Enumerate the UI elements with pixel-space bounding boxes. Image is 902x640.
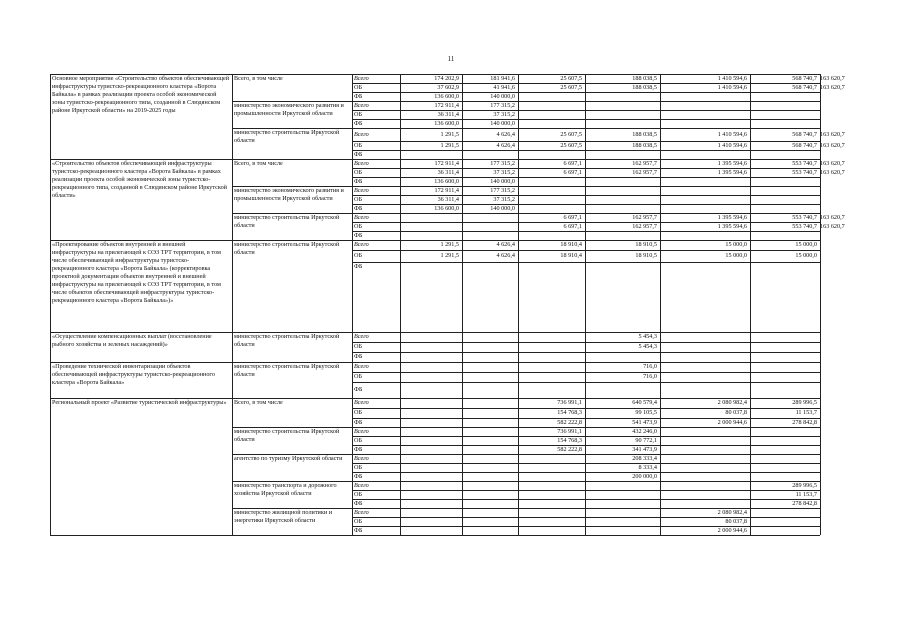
funding-value: 140 000,0: [490, 119, 515, 127]
executor-name: министерство экономического развития и промышленности Иркутской области: [234, 102, 344, 117]
funding-value: 18 910,5: [635, 252, 657, 259]
funding-value: 1 395 594,6: [717, 159, 747, 167]
funding-source-label: ОБ: [354, 490, 363, 498]
funding-value: 25 607,5: [560, 130, 582, 138]
funding-source-label: ФБ: [354, 499, 363, 507]
funding-source-label: ФБ: [354, 231, 363, 239]
executor-name: Всего, в том числе: [234, 160, 283, 167]
funding-value: 154 768,3: [557, 436, 582, 444]
funding-value: 80 037,8: [725, 409, 747, 416]
funding-value: 37 315,2: [493, 110, 515, 118]
funding-value: 200 000,0: [632, 472, 657, 480]
funding-value: 18 910,5: [635, 241, 657, 248]
funding-source-label: ФБ: [354, 204, 363, 212]
row-divider: [352, 150, 820, 151]
funding-source-label: ФБ: [354, 526, 363, 534]
funding-source-label: Всего: [354, 241, 369, 248]
funding-value: 140 000,0: [490, 177, 515, 185]
funding-value: 4 626,4: [496, 130, 515, 138]
funding-source-label: Всего: [354, 101, 369, 109]
funding-value: 136 600,0: [434, 119, 459, 127]
funding-value: 140 000,0: [490, 204, 515, 212]
funding-value: 18 910,4: [560, 252, 582, 259]
executor-name: министерство экономического развития и промышленности Иркутской области: [234, 187, 344, 202]
funding-value: 163 620,7: [820, 159, 845, 167]
funding-value: 568 740,7: [792, 130, 817, 138]
funding-value: 177 315,2: [490, 186, 515, 194]
funding-value: 6 697,1: [563, 159, 582, 167]
row-divider: [352, 382, 820, 383]
funding-value: 15 000,0: [795, 252, 817, 259]
funding-value: 568 740,7: [792, 83, 817, 91]
funding-value: 25 607,5: [560, 141, 582, 149]
funding-value: 163 620,7: [820, 222, 845, 230]
funding-source-label: ОБ: [354, 168, 363, 176]
row-divider: [352, 262, 820, 263]
funding-value: 163 620,7: [820, 168, 845, 176]
funding-value: 15 000,0: [725, 241, 747, 248]
funding-value: 163 620,7: [820, 213, 845, 221]
funding-source-label: Всего: [354, 481, 369, 489]
funding-value: 640 579,4: [632, 399, 657, 406]
funding-source-label: ОБ: [354, 463, 363, 471]
executor-name: министерство строительства Иркутской области: [234, 241, 340, 256]
funding-value: 4 626,4: [496, 252, 515, 259]
funding-value: 90 772,1: [635, 436, 657, 444]
row-divider: [352, 517, 820, 518]
funding-source-label: ОБ: [354, 343, 363, 350]
funding-value: 736 991,1: [557, 399, 582, 406]
funding-value: 568 740,7: [792, 141, 817, 149]
funding-value: 582 222,8: [557, 418, 582, 426]
funding-source-label: ФБ: [354, 177, 363, 185]
funding-value: 162 957,7: [632, 222, 657, 230]
funding-value: 36 311,4: [437, 110, 459, 118]
column-divider: [232, 74, 233, 535]
funding-source-label: ФБ: [354, 150, 363, 158]
funding-source-label: Всего: [354, 186, 369, 194]
funding-value: 163 620,7: [820, 83, 845, 91]
funding-value: 716,0: [643, 363, 657, 370]
executor-name: министерство жилищной политики и энергетики Иркутской области: [234, 509, 333, 524]
funding-value: 553 740,7: [792, 159, 817, 167]
funding-value: 99 105,5: [635, 409, 657, 416]
funding-source-label: Всего: [354, 508, 369, 516]
funding-value: 568 740,7: [792, 74, 817, 82]
funding-value: 177 315,2: [490, 101, 515, 109]
funding-value: 188 038,5: [632, 141, 657, 149]
funding-value: 208 333,4: [632, 454, 657, 462]
funding-value: 1 395 594,6: [717, 222, 747, 230]
funding-value: 8 333,4: [638, 463, 657, 471]
funding-value: 162 957,7: [632, 213, 657, 221]
executor-name: Всего, в том числе: [234, 75, 283, 82]
table-border-left: [50, 74, 51, 535]
funding-value: 582 222,8: [557, 445, 582, 453]
funding-value: 136 600,0: [434, 204, 459, 212]
funding-value: 4 626,4: [496, 141, 515, 149]
funding-source-label: ФБ: [354, 418, 363, 426]
funding-value: 41 941,6: [493, 83, 515, 91]
executor-name: министерство строительства Иркутской области: [234, 428, 340, 443]
event-divider: [50, 535, 232, 536]
funding-source-label: ФБ: [354, 263, 363, 270]
funding-value: 1 395 594,6: [717, 168, 747, 176]
funding-value: 188 038,5: [632, 74, 657, 82]
funding-value: 162 957,7: [632, 159, 657, 167]
funding-value: 1 410 594,6: [717, 74, 747, 82]
row-divider: [352, 352, 820, 353]
funding-value: 6 697,1: [563, 222, 582, 230]
funding-value: 1 291,5: [440, 141, 459, 149]
funding-value: 1 395 594,6: [717, 213, 747, 221]
funding-value: 37 315,2: [493, 168, 515, 176]
executor-name: министерство строительства Иркутской области: [234, 129, 340, 144]
row-divider: [352, 535, 820, 536]
funding-value: 163 620,7: [820, 74, 845, 82]
funding-value: 432 246,0: [632, 427, 657, 435]
funding-source-label: ОБ: [354, 373, 363, 380]
funding-value: 553 740,7: [792, 168, 817, 176]
funding-value: 154 768,3: [557, 409, 582, 416]
funding-value: 172 911,4: [434, 186, 459, 194]
funding-source-label: Всего: [354, 399, 369, 406]
row-divider: [352, 250, 820, 251]
executor-name: Всего, в том числе: [234, 399, 283, 406]
funding-value: 172 911,4: [434, 159, 459, 167]
funding-value: 2 080 982,4: [717, 399, 747, 406]
funding-value: 2 080 982,4: [717, 508, 747, 516]
funding-value: 188 038,5: [632, 83, 657, 91]
funding-source-label: ОБ: [354, 252, 363, 259]
funding-value: 289 996,5: [792, 481, 817, 489]
funding-source-label: ОБ: [354, 141, 363, 149]
event-name: «Строительство объектов обеспечивающей инфраструктуры туристско-рекреационного кластера «Ворота Байкала» в рамках реализации проекта особой экономической зоны туристско-рекреационного типа, созданной в Слюдянском районе Иркутской области»: [52, 160, 227, 199]
funding-value: 36 311,4: [437, 168, 459, 176]
funding-value: 188 038,5: [632, 130, 657, 138]
funding-value: 162 957,7: [632, 168, 657, 176]
funding-value: 716,0: [643, 373, 657, 380]
event-name: Основное мероприятие «Строительство объектов обеспечивающей инфраструктуры туристско-рекреационного кластера «Ворота Байкала» в рамках реализации проекта особой экономической зоны туристско-рекреационного типа, созданной в Слюдянском районе Иркутской области» на 2019-2025 годы: [52, 75, 230, 114]
funding-source-label: Всего: [354, 454, 369, 462]
funding-value: 553 740,7: [792, 222, 817, 230]
funding-source-label: ФБ: [354, 445, 363, 453]
funding-source-label: ОБ: [354, 195, 363, 203]
funding-value: 278 842,8: [792, 499, 817, 507]
funding-source-label: ФБ: [354, 472, 363, 480]
funding-value: 1 291,5: [440, 130, 459, 138]
funding-value: 1 291,5: [440, 241, 459, 248]
funding-value: 181 941,6: [490, 74, 515, 82]
funding-source-label: ФБ: [354, 119, 363, 127]
column-divider: [352, 74, 353, 535]
funding-value: 1 410 594,6: [717, 83, 747, 91]
funding-value: 553 740,7: [792, 213, 817, 221]
funding-value: 37 315,2: [493, 195, 515, 203]
funding-value: 341 473,9: [632, 445, 657, 453]
funding-source-label: ОБ: [354, 517, 363, 525]
page-number: 11: [447, 55, 455, 63]
row-divider: [352, 231, 820, 232]
funding-value: 25 607,5: [560, 74, 582, 82]
funding-value: 177 315,2: [490, 159, 515, 167]
row-divider: [352, 128, 820, 129]
event-name: Региональный проект «Развитие туристической инфраструктуры»: [52, 399, 227, 406]
funding-source-label: ОБ: [354, 409, 363, 416]
funding-value: 18 910,4: [560, 241, 582, 248]
row-divider: [352, 526, 820, 527]
funding-source-label: Всего: [354, 213, 369, 221]
funding-value: 163 620,7: [820, 130, 845, 138]
executor-divider: [232, 535, 352, 536]
funding-value: 36 311,4: [437, 195, 459, 203]
funding-value: 1 410 594,6: [717, 141, 747, 149]
funding-value: 15 000,0: [795, 241, 817, 248]
funding-source-label: Всего: [354, 159, 369, 167]
funding-value: 2 000 944,6: [717, 418, 747, 426]
funding-source-label: Всего: [354, 130, 369, 138]
funding-value: 15 000,0: [725, 252, 747, 259]
event-name: «Проектирование объектов внутренней и внешней инфраструктуры на прилегающей к ОЭЗ ТРТ территории, в том числе обеспечивающей инфраструктуры туристско-рекреационного кластера «Ворота Байкала» (корректировка проектной документации объектов внутренней и внешней инфраструктуры на прилегающей к ОЭЗ ТРТ территории, в том числе объектов обеспечивающей инфраструктуры туристско-рекреационного кластера «Ворота Байкала»)»: [52, 241, 221, 304]
executor-name: министерство строительства Иркутской области: [234, 214, 340, 229]
funding-value: 163 620,7: [820, 141, 845, 149]
funding-value: 4 626,4: [496, 241, 515, 248]
funding-source-label: Всего: [354, 427, 369, 435]
executor-name: агентство по туризму Иркутской области: [234, 455, 343, 462]
funding-value: 1 291,5: [440, 252, 459, 259]
funding-source-label: ФБ: [354, 386, 363, 393]
funding-value: 736 991,1: [557, 427, 582, 435]
funding-value: 25 607,5: [560, 83, 582, 91]
funding-source-label: ОБ: [354, 436, 363, 444]
funding-source-label: Всего: [354, 363, 369, 370]
funding-value: 11 153,7: [795, 490, 817, 498]
funding-value: 136 600,0: [434, 92, 459, 100]
funding-source-label: ОБ: [354, 222, 363, 230]
funding-value: 37 602,9: [437, 83, 459, 91]
funding-value: 541 473,9: [632, 418, 657, 426]
funding-value: 5 454,3: [638, 333, 657, 340]
funding-value: 6 697,1: [563, 168, 582, 176]
funding-source-label: Всего: [354, 74, 369, 82]
funding-value: 1 410 594,6: [717, 130, 747, 138]
funding-value: 80 037,8: [725, 517, 747, 525]
funding-value: 278 842,8: [792, 418, 817, 426]
executor-name: министерство строительства Иркутской области: [234, 333, 340, 348]
funding-value: 2 000 944,6: [717, 526, 747, 534]
funding-value: 140 000,0: [490, 92, 515, 100]
funding-value: 6 697,1: [563, 213, 582, 221]
funding-source-label: ОБ: [354, 110, 363, 118]
executor-name: министерство транспорта и дорожного хозяйства Иркутской области: [234, 482, 337, 497]
event-name: «Осуществление компенсационных выплат (восстановление рыбного хозяйства и зеленых насаждений)»: [52, 333, 212, 348]
funding-value: 289 996,5: [792, 399, 817, 406]
funding-source-label: ОБ: [354, 83, 363, 91]
funding-source-label: ФБ: [354, 92, 363, 100]
budget-table: [50, 74, 845, 592]
funding-source-label: ФБ: [354, 353, 363, 360]
event-name: «Проведение технической инвентаризации объектов обеспечивающей инфраструктуры туристско-рекреационного кластера «Ворота Байкала»: [52, 363, 215, 386]
funding-source-label: Всего: [354, 333, 369, 340]
funding-value: 136 600,0: [434, 177, 459, 185]
funding-value: 5 454,3: [638, 343, 657, 350]
funding-value: 174 202,9: [434, 74, 459, 82]
funding-value: 11 153,7: [795, 409, 817, 416]
row-divider: [352, 508, 820, 509]
executor-name: министерство строительства Иркутской области: [234, 363, 340, 378]
funding-value: 172 911,4: [434, 101, 459, 109]
